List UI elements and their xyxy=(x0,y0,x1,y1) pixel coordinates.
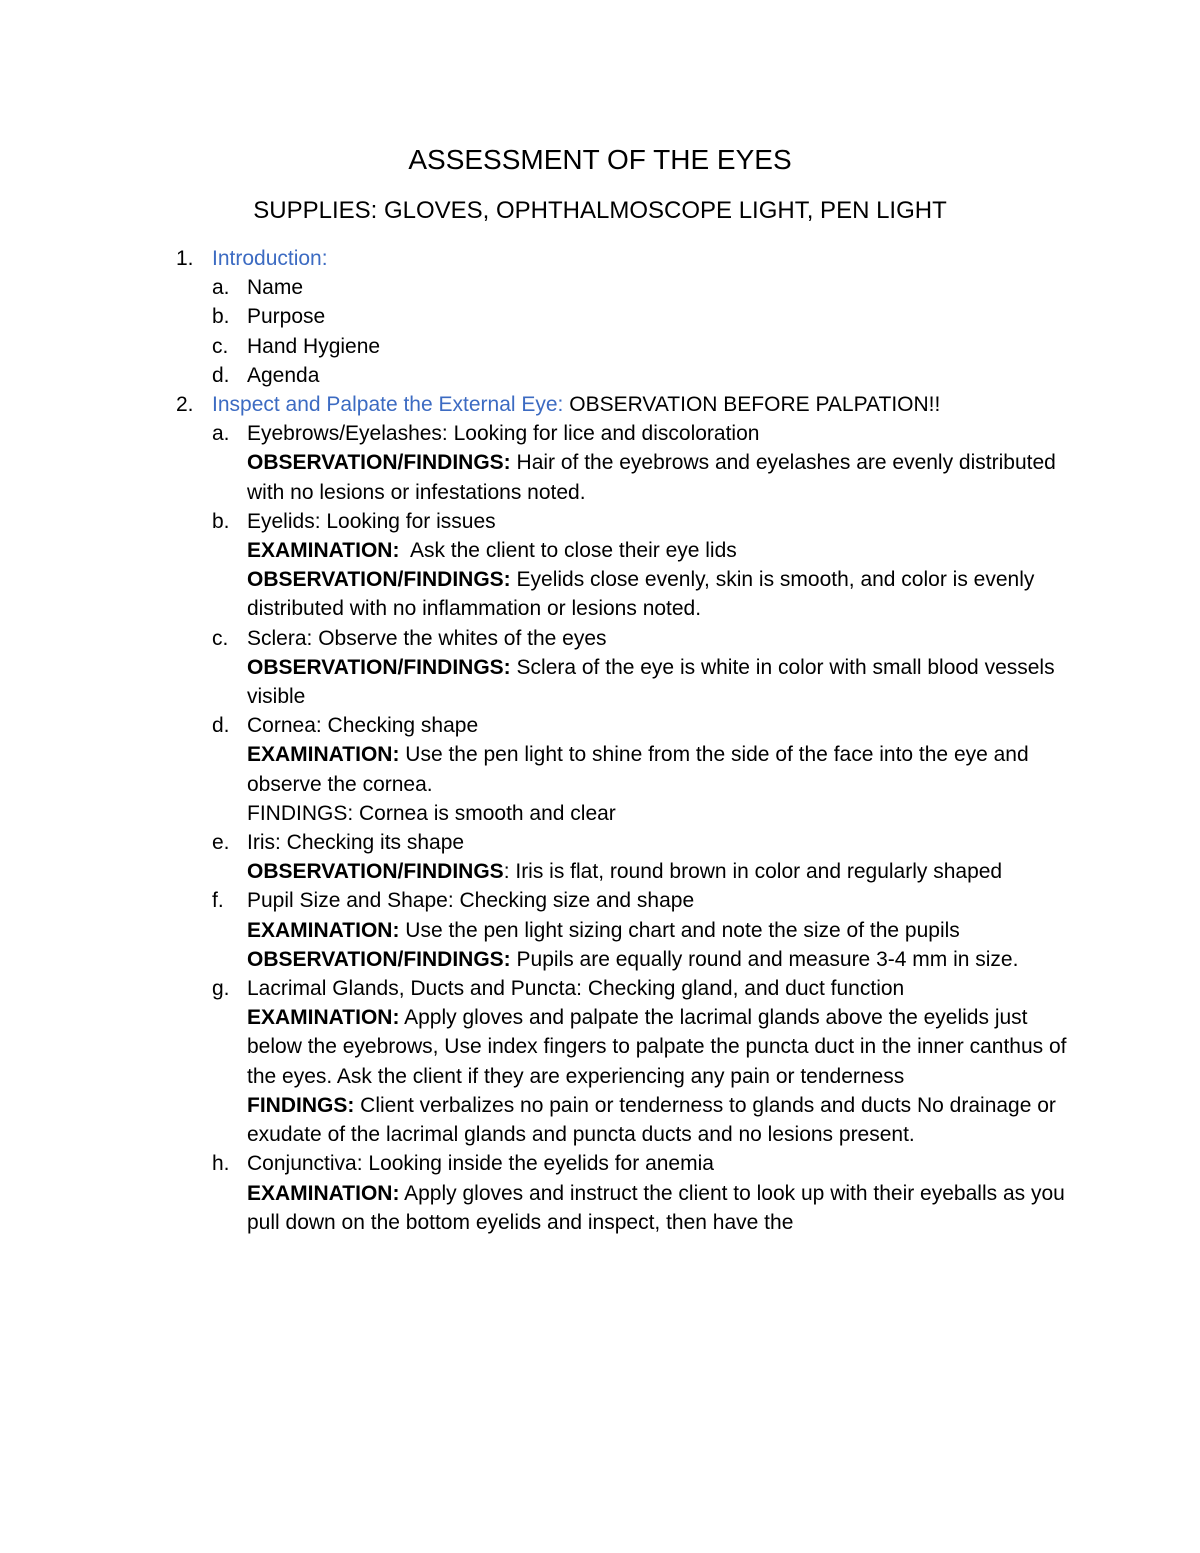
list-item-conjunctiva xyxy=(0,1149,1067,1237)
findings-text: OBSERVATION/FINDINGS: Sclera of the eye is white in color with small blood vessels visible xyxy=(247,655,1055,709)
examination-label: EXAMINATION: xyxy=(247,743,400,767)
examination-text: EXAMINATION: Use the pen light sizing chart and note the size of the pupils xyxy=(247,918,960,942)
findings-label: OBSERVATION/FINDINGS: xyxy=(247,947,511,971)
item-text: Lacrimal Glands, Ducts and Puncta: Checking gland, and duct function xyxy=(247,977,905,1001)
item-letter: b. xyxy=(212,305,230,329)
item-letter: b. xyxy=(212,509,230,533)
item-letter: a. xyxy=(212,276,230,300)
item-letter: c. xyxy=(212,334,229,358)
item-letter: h. xyxy=(212,1152,230,1176)
item-letter: d. xyxy=(212,714,230,738)
section-heading-note: OBSERVATION BEFORE PALPATION!! xyxy=(563,393,941,417)
list-item-name xyxy=(0,273,1067,302)
findings-text: OBSERVATION/FINDINGS: Pupils are equally round and measure 3-4 mm in size. xyxy=(247,947,1019,971)
item-text: Sclera: Observe the whites of the eyes xyxy=(247,626,607,650)
item-text: Cornea: Checking shape xyxy=(247,714,479,738)
findings-label: FINDINGS: xyxy=(247,1093,355,1117)
list-item-eyebrows xyxy=(0,419,1067,507)
page-title: ASSESSMENT OF THE EYES xyxy=(408,144,792,175)
examination-label: EXAMINATION: xyxy=(247,1006,400,1030)
supplies-subtitle: SUPPLIES: GLOVES, OPHTHALMOSCOPE LIGHT, PEN LIGHT xyxy=(253,197,947,224)
list-item-lacrimal xyxy=(0,974,1067,1149)
examination-text: EXAMINATION: Ask the client to close their eye lids xyxy=(247,539,737,563)
examination-label: EXAMINATION: xyxy=(247,1181,400,1205)
item-text: Eyebrows/Eyelashes: Looking for lice and discoloration xyxy=(247,422,760,446)
examination-text: EXAMINATION: Use the pen light to shine from the side of the face into the eye and observe the cornea. xyxy=(247,743,1029,796)
item-text: Pupil Size and Shape: Checking size and shape xyxy=(247,889,695,913)
section-external-eye xyxy=(0,390,1200,419)
item-text: Conjunctiva: Looking inside the eyelids for anemia xyxy=(247,1152,714,1176)
item-text: Eyelids: Looking for issues xyxy=(247,509,496,533)
list-item-cornea xyxy=(0,711,1067,828)
findings-label: OBSERVATION/FINDINGS: xyxy=(247,655,511,679)
findings-label: OBSERVATION/FINDINGS: xyxy=(247,451,511,475)
section-introduction xyxy=(0,244,1200,273)
findings-text: OBSERVATION/FINDINGS: Hair of the eyebrows and eyelashes are evenly distributed with no lesions or infestations noted. xyxy=(247,451,1056,504)
item-text: Purpose xyxy=(247,305,326,329)
item-letter: d. xyxy=(212,363,230,387)
findings-text: FINDINGS: Client verbalizes no pain or tenderness to glands and ducts No drainage or exudate of the lacrimal glands and puncta ducts and no lesions present. xyxy=(247,1093,1056,1147)
item-letter: a. xyxy=(212,422,230,446)
findings-text: OBSERVATION/FINDINGS: Iris is flat, round brown in color and regularly shaped xyxy=(247,860,1003,884)
list-item-hand-hygiene xyxy=(0,332,1067,361)
list-item-pupil xyxy=(0,886,1067,974)
examination-text: EXAMINATION: Apply gloves and palpate the lacrimal glands above the eyelids just below the eyebrows, Use index fingers to palpate the puncta duct in the inner canthus of the eyes. Ask the client if they are experiencing any pain or tenderness xyxy=(247,1006,1067,1088)
list-item-sclera xyxy=(0,624,1067,712)
item-text: Hand Hygiene xyxy=(247,334,381,358)
examination-text: EXAMINATION: Apply gloves and instruct the client to look up with their eyeballs as you pull down on the bottom eyelids and inspect, then have the xyxy=(247,1181,1065,1234)
document-body xyxy=(0,244,1200,1237)
item-text: Name xyxy=(247,276,304,300)
item-letter: f. xyxy=(212,889,224,913)
section-number: 2. xyxy=(176,393,194,417)
item-letter: c. xyxy=(212,626,229,650)
findings-label: OBSERVATION/FINDINGS: xyxy=(247,568,511,592)
list-item-agenda xyxy=(0,361,1067,390)
item-letter: e. xyxy=(212,831,230,855)
section-heading: Introduction: xyxy=(212,247,328,270)
list-item-iris xyxy=(0,828,1067,886)
findings-label: OBSERVATION/FINDINGS xyxy=(247,860,504,884)
examination-label: EXAMINATION: xyxy=(247,918,400,942)
list-item-eyelids xyxy=(0,507,1067,624)
item-text: Agenda xyxy=(247,363,320,387)
item-letter: g. xyxy=(212,977,230,1001)
findings-text: OBSERVATION/FINDINGS: Eyelids close evenly, skin is smooth, and color is evenly distributed with no inflammation or lesions noted. xyxy=(247,568,1035,621)
examination-label: EXAMINATION: xyxy=(247,539,400,563)
section-heading: Inspect and Palpate the External Eye: xyxy=(212,393,564,417)
findings-text: FINDINGS: Cornea is smooth and clear xyxy=(247,801,616,825)
item-text: Iris: Checking its shape xyxy=(247,831,465,855)
section-number: 1. xyxy=(176,247,194,270)
list-item-purpose xyxy=(0,302,1067,331)
